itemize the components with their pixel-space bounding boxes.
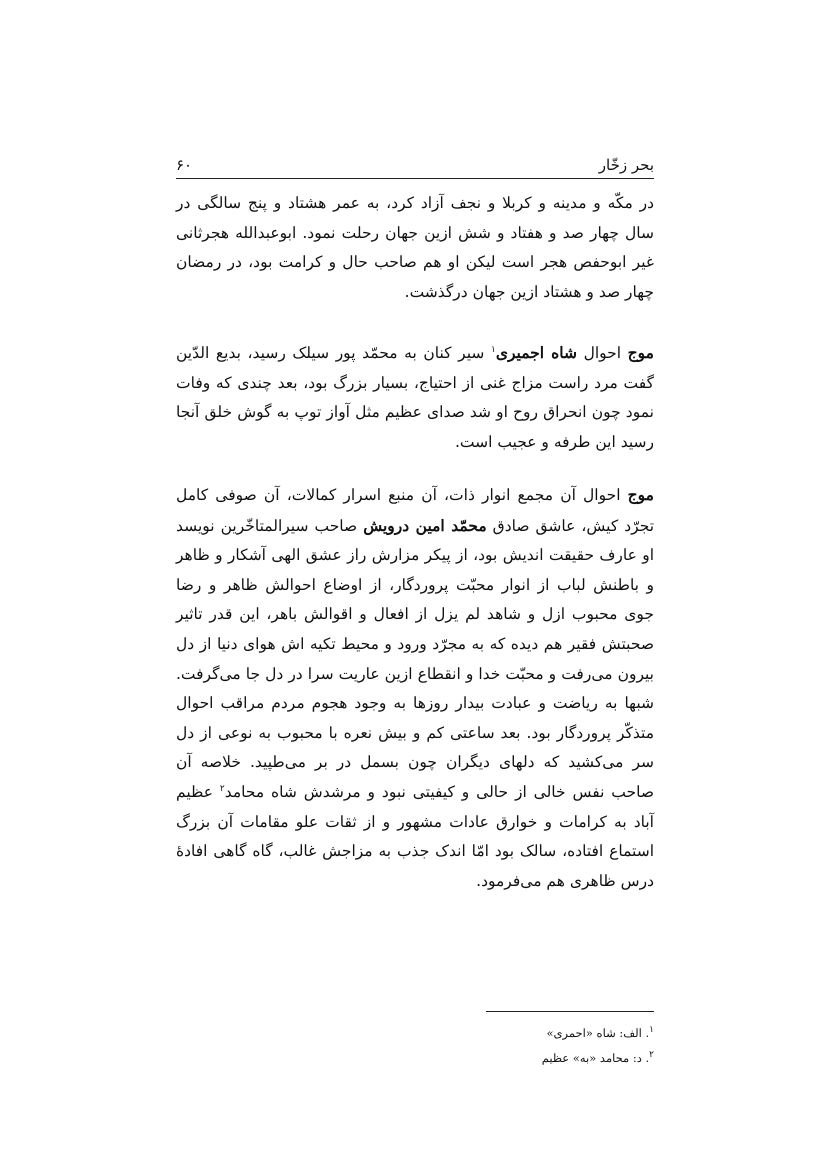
section-marker: موج xyxy=(627,343,654,362)
running-title: بحر زخّار xyxy=(598,156,654,174)
footnote-ref-2[interactable]: ۲ xyxy=(219,783,225,794)
paragraph-3-post: عظیم آباد به کرامات و خوارق عادات مشهور و از ثقات علو مقامات آن بزرگ استماع افتاده، سالک بود امّا اندک جذب به مزاجش غالب، گاه گاهی افادهٔ درس ظاهری هم می‌فرمود. xyxy=(176,782,654,890)
section-marker: موج xyxy=(627,485,654,504)
footnote-ref-1[interactable]: ۱ xyxy=(490,344,496,355)
footnote-2 xyxy=(176,1046,654,1071)
paragraph-3-pre: احوال آن مجمع انوار ذات، آن منبع اسرار کمالات، آن صوفی کامل تجرّد کیش، عاشق صادق xyxy=(176,486,655,535)
footnote-1-number: ۱ xyxy=(649,1025,654,1036)
person-name: شاه اجمیری xyxy=(495,343,577,362)
footnote-2-text: . د: محامد «به» عظیم xyxy=(541,1051,650,1065)
page-number: ۶۰ xyxy=(176,156,193,174)
footnote-rule xyxy=(486,1011,654,1012)
footnote-1 xyxy=(176,1021,654,1046)
paragraph-1-text: در مکّه و مدینه و کربلا و نجف آزاد کرد، به عمر هشتاد و پنج سالگی در سال چهار صد و هفتاد و شش ازین جهان رحلت نمود. ابوعبدالله هجرثانی غیر ابوحفص هجر است لیکن او هم صاحب حال و کرامت بود، در رمضان چهار صد و هشتاد ازین جهان درگذشت. xyxy=(176,194,654,301)
footnote-2-number: ۲ xyxy=(649,1050,654,1061)
paragraph-2 xyxy=(176,338,654,457)
footnote-1-text: . الف: شاه «احمری» xyxy=(546,1026,650,1040)
person-name: محمّد امین درویش xyxy=(363,515,487,535)
paragraph-1 xyxy=(176,189,654,307)
page-header xyxy=(176,146,654,174)
header-rule xyxy=(176,178,654,179)
footnotes xyxy=(176,1021,654,1071)
paragraph-3-mid: صاحب سیرالمتاخّرین نویسد او عارف حقیقت اندیش بود، از پیکر مزارش راز عشق الهی آشکار و ظاهر و باطنش لباب از انوار محبّت پروردگار، از اوضاع احوالش ظاهر و رضا جوی محبوب ازل و شاهد لم یزل از افعال و اقوالش باهر، این قدر تاثیر صحبتش فقیر هم دیده که به مجرّد ورود و محیط تکیه اش هوای دنیا از دل بیرون می‌رفت و محبّت خدا و انقطاع ازین عاریت سرا در دل جا می‌گرفت. شبها به ریاضت و عبادت بیدار روزها به وجود هجوم مردم مراقب احوال متذکّر پروردگار بود. بعد ساعتی کم و بیش نعره با محبوب به نوعی از دل سر می‌کشید که دلهای دیگران چون بسمل در بر می‌طپید. خلاصه آن صاحب نفس خالی از حالی و کیفیتی نبود و مرشدش شاه محامد xyxy=(176,516,654,801)
paragraph-3 xyxy=(176,480,654,896)
paragraph-2-pre: احوال xyxy=(583,344,622,362)
paragraph-2-text: سیر کنان به محمّد پور سیلک رسید، بدیع الدّین گفت مرد راست مزاج غنی از احتیاج، بسیار بزرگ بود، بعد چندی که وفات نمود چون انحراق روح او شد صدای عظیم مثل آواز توپ به گوش خلق آنجا رسید این طرفه و عجیب است. xyxy=(176,344,654,451)
